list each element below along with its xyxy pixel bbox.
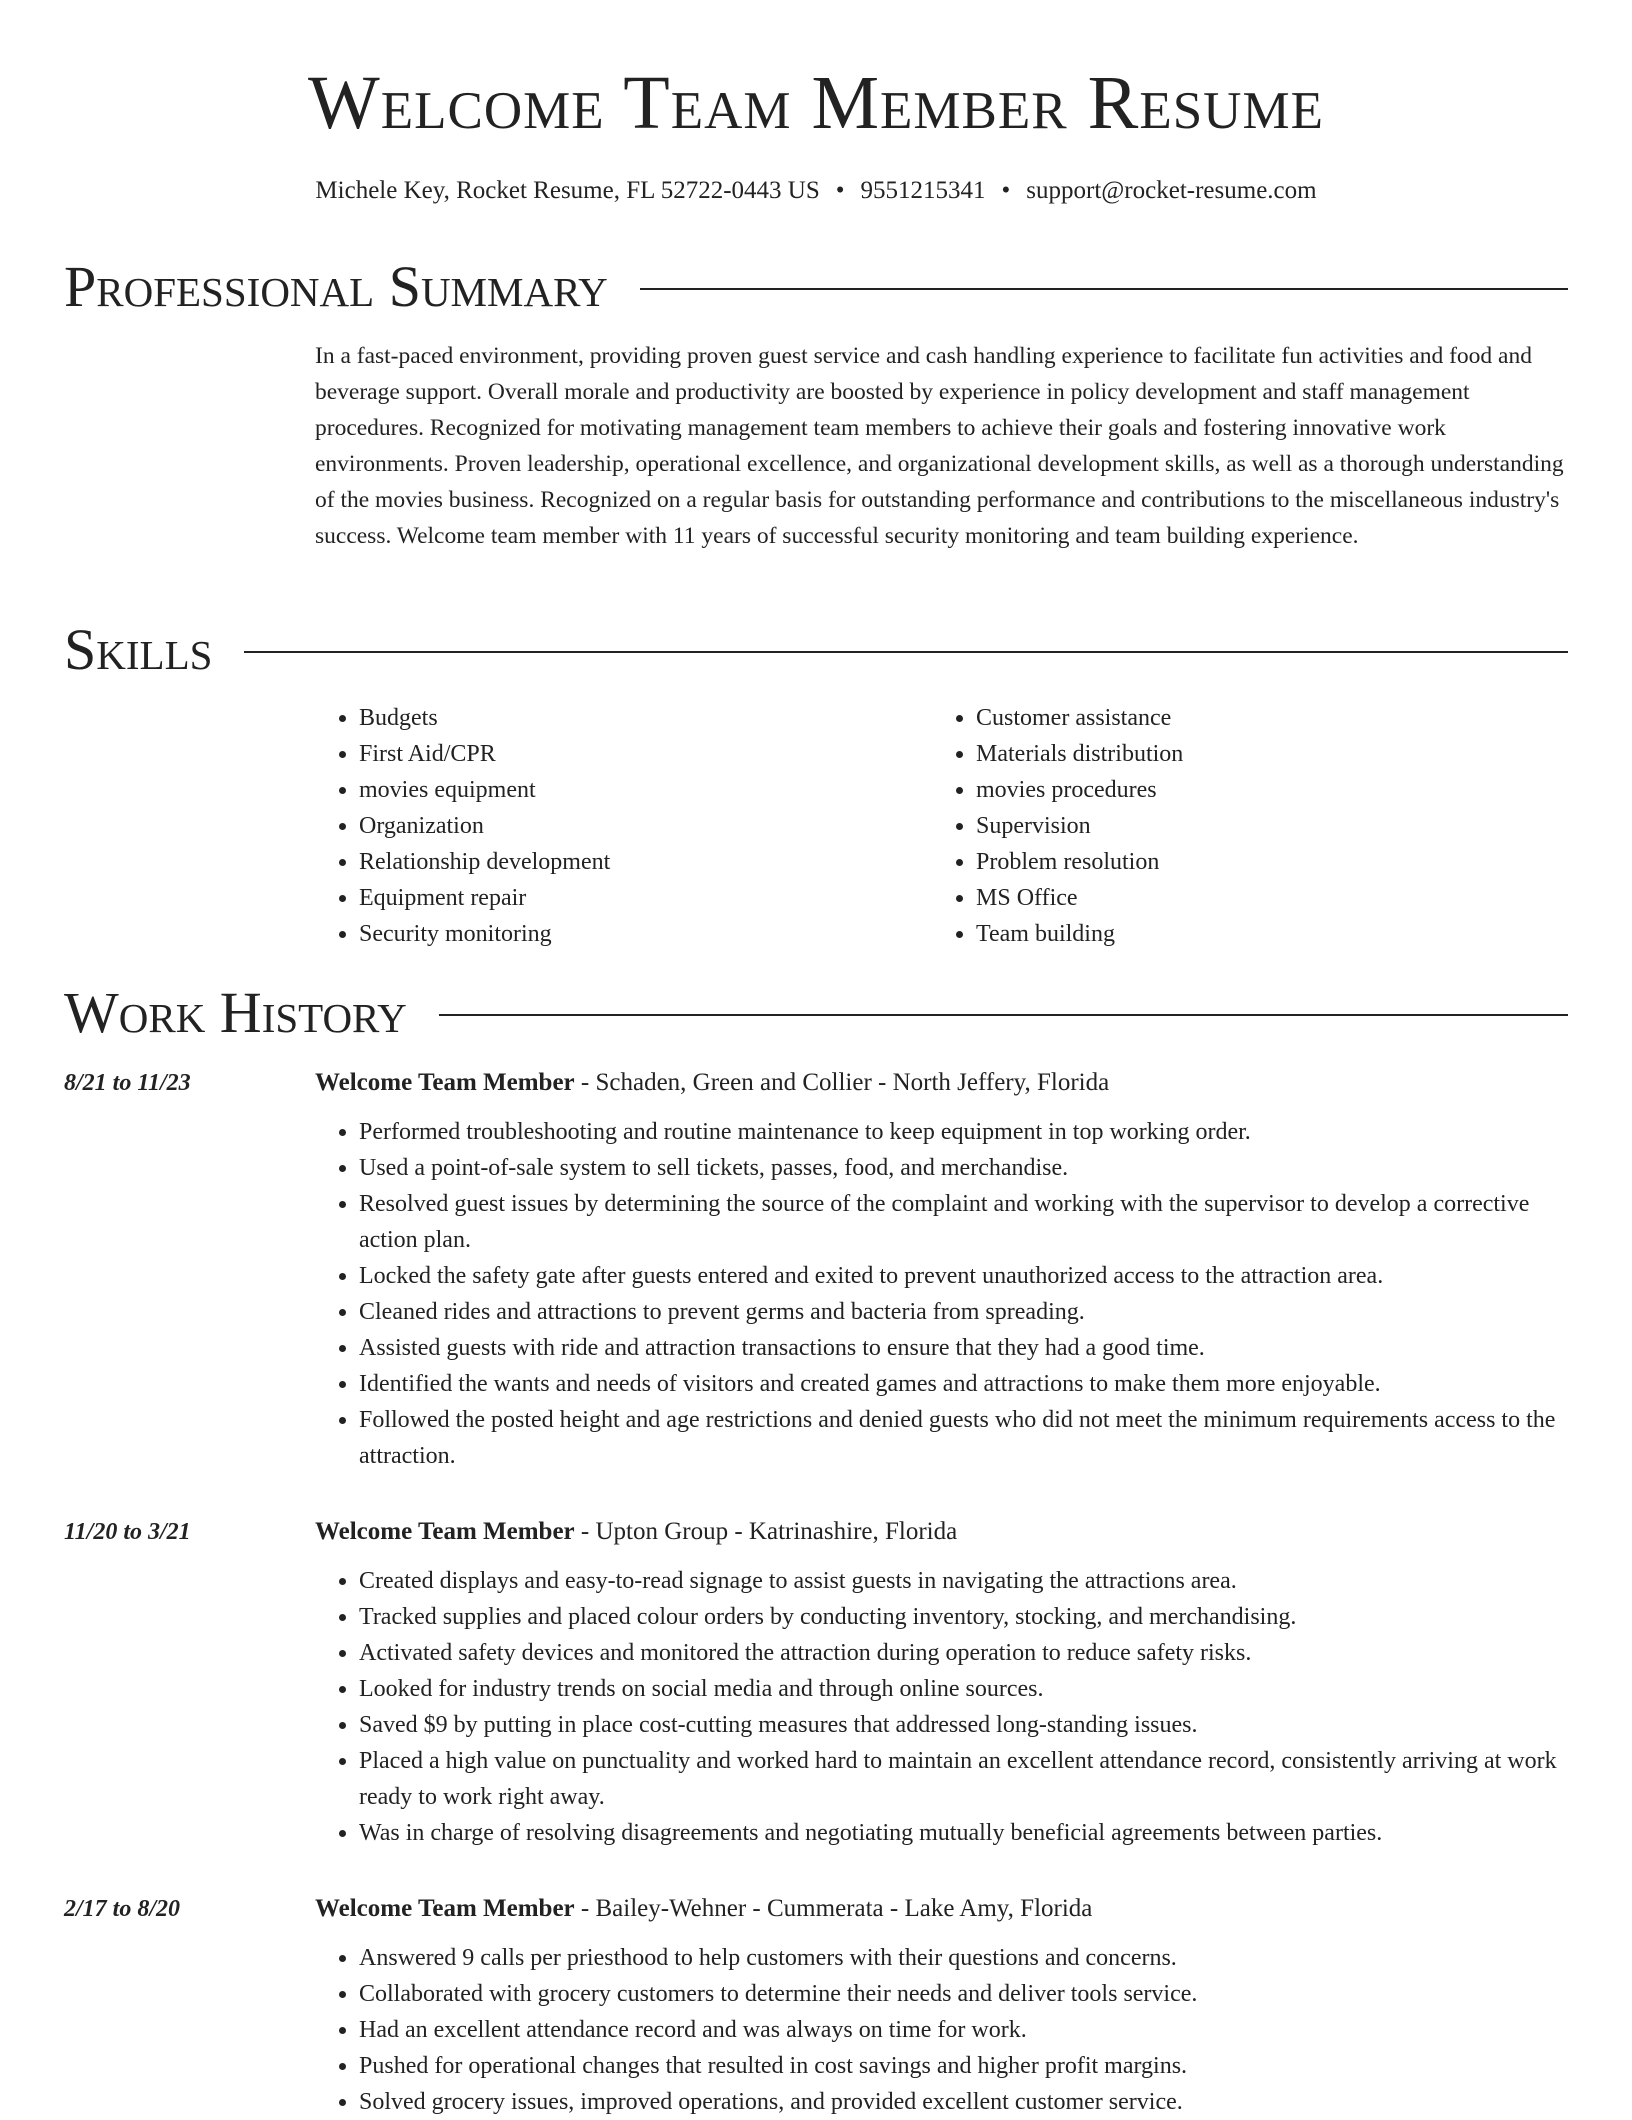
skill-item: • First Aid/CPR (359, 736, 919, 772)
job-bullet: • Saved $9 by putting in place cost-cutting measures that addressed long-standing issues. (359, 1707, 1568, 1743)
summary-section-header (64, 255, 1568, 319)
job-bullet: • Pushed for operational changes that resulted in cost savings and higher profit margins. (359, 2048, 1568, 2084)
job-bullet: • Identified the wants and needs of visitors and created games and attractions to make them more enjoyable. (359, 1366, 1568, 1402)
skill-item: • Problem resolution (976, 844, 1536, 880)
skills-section-header (64, 618, 1568, 682)
job-bullets (315, 1563, 1568, 1851)
job-bullets (315, 1940, 1568, 2120)
resume-title: Welcome Team Member Resume (308, 61, 1324, 145)
work-history-heading: Work History (64, 980, 407, 1045)
job-bullet: • Answered 9 calls per priesthood to help customers with their questions and concerns. (359, 1940, 1568, 1976)
summary-heading: Professional Summary (64, 254, 608, 319)
job-company-location: - Upton Group - Katrinashire, Florida (574, 1518, 958, 1545)
skill-item: • Budgets (359, 700, 919, 736)
job-bullet: • Followed the posted height and age restrictions and denied guests who did not meet the minimum requirements access to the attraction. (359, 1402, 1568, 1474)
skill-item: • Supervision (976, 808, 1536, 844)
skill-item: • MS Office (976, 880, 1536, 916)
job-title: Welcome Team Member (315, 1895, 575, 1922)
contact-address: Michele Key, Rocket Resume, FL 52722-0443 US (315, 177, 820, 204)
job-bullet: • Locked the safety gate after guests entered and exited to prevent unauthorized access to the attraction area. (359, 1258, 1568, 1294)
job-bullet: • Used a point-of-sale system to sell tickets, passes, food, and merchandise. (359, 1150, 1568, 1186)
contact-separator: • (1001, 177, 1011, 204)
skill-item: • Security monitoring (359, 916, 919, 952)
contact-separator: • (835, 177, 845, 204)
job-bullet: • Collaborated with grocery customers to determine their needs and deliver tools service. (359, 1976, 1568, 2012)
skill-item: • Relationship development (359, 844, 919, 880)
job-bullet: • Solved grocery issues, improved operations, and provided excellent customer service. (359, 2084, 1568, 2120)
skill-item: • movies equipment (359, 772, 919, 808)
skill-item: • Customer assistance (976, 700, 1536, 736)
job-bullet: • Looked for industry trends on social media and through online sources. (359, 1671, 1568, 1707)
job-bullet: • Assisted guests with ride and attraction transactions to ensure that they had a good time. (359, 1330, 1568, 1366)
section-divider (244, 651, 1568, 653)
job-bullet: • Activated safety devices and monitored the attraction during operation to reduce safety risks. (359, 1635, 1568, 1671)
job-header (315, 1892, 1092, 1926)
job-bullet: • Placed a high value on punctuality and worked hard to maintain an excellent attendance record, consistently arriving at work ready to work right away. (359, 1743, 1568, 1815)
job-bullet: • Created displays and easy-to-read signage to assist guests in navigating the attractions area. (359, 1563, 1568, 1599)
skills-list-right (932, 700, 1536, 952)
skill-item: • Organization (359, 808, 919, 844)
section-divider (640, 288, 1568, 290)
job-dates: 2/17 to 8/20 (64, 1896, 181, 1922)
job-bullets (315, 1114, 1568, 1474)
contact-line (0, 174, 1632, 208)
job-bullet: • Resolved guest issues by determining the source of the complaint and working with the supervisor to develop a corrective action plan. (359, 1186, 1568, 1258)
job-bullet: • Cleaned rides and attractions to prevent germs and bacteria from spreading. (359, 1294, 1568, 1330)
job-title: Welcome Team Member (315, 1069, 575, 1096)
contact-phone: 9551215341 (860, 177, 986, 204)
contact-email: support@rocket-resume.com (1026, 177, 1317, 204)
job-company-location: - Schaden, Green and Collier - North Jeffery, Florida (574, 1069, 1110, 1096)
job-bullet: • Performed troubleshooting and routine maintenance to keep equipment in top working order. (359, 1114, 1568, 1150)
job-bullet: • Tracked supplies and placed colour orders by conducting inventory, stocking, and merchandising. (359, 1599, 1568, 1635)
skill-item: • Materials distribution (976, 736, 1536, 772)
skills-heading: Skills (64, 617, 213, 682)
skills-list-left (315, 700, 919, 952)
skill-item: • Team building (976, 916, 1536, 952)
job-dates: 11/20 to 3/21 (64, 1519, 191, 1545)
skill-item: • Equipment repair (359, 880, 919, 916)
work-history-section-header (64, 981, 1568, 1045)
job-company-location: - Bailey-Wehner - Cummerata - Lake Amy, Florida (574, 1895, 1093, 1922)
job-header (315, 1066, 1109, 1100)
skill-item: • movies procedures (976, 772, 1536, 808)
job-bullet: • Was in charge of resolving disagreements and negotiating mutually beneficial agreements between parties. (359, 1815, 1568, 1851)
job-title: Welcome Team Member (315, 1518, 575, 1545)
job-header (315, 1515, 957, 1549)
section-divider (439, 1014, 1568, 1016)
job-dates: 8/21 to 11/23 (64, 1070, 191, 1096)
summary-text: In a fast-paced environment, providing proven guest service and cash handling experience to facilitate fun activities and food and beverage support. Overall morale and productivity are boosted by experience in policy development and staff management procedures. Recognized for motivating management team members to achieve their goals and fostering innovative work environments. Proven leadership, operational excellence, and organizational development skills, as well as a thorough understanding of the movies business. Recognized on a regular basis for outstanding performance and contributions to the miscellaneous industry's success. Welcome team member with 11 years of successful security monitoring and team building experience. (315, 343, 1564, 549)
job-bullet: • Had an excellent attendance record and was always on time for work. (359, 2012, 1568, 2048)
